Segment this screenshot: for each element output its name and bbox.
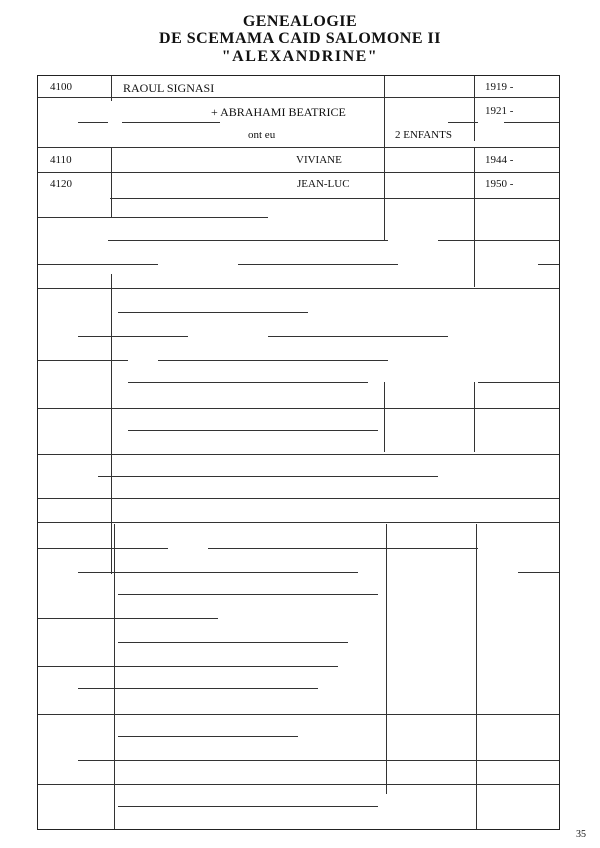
row-divider (38, 97, 559, 98)
column-divider (384, 382, 385, 452)
row-divider (38, 264, 158, 265)
row-divider (38, 784, 559, 785)
entry-id: 4100 (50, 81, 72, 93)
genealogy-table (37, 75, 560, 830)
page-family-name: "ALEXANDRINE" (221, 48, 379, 65)
row-divider (38, 408, 559, 409)
page-number: 35 (576, 829, 586, 840)
entry-year: 1950 - (485, 178, 514, 190)
entry-id: 4110 (50, 154, 72, 166)
spouse-name: + ABRAHAMI BEATRICE (211, 105, 346, 119)
row-divider (122, 122, 220, 123)
column-divider (386, 524, 387, 794)
row-divider (108, 240, 388, 241)
row-divider (118, 312, 308, 313)
column-divider (384, 76, 385, 241)
row-divider (78, 760, 559, 761)
entry-id: 4120 (50, 178, 72, 190)
spouse-year: 1921 - (485, 105, 514, 117)
row-divider (38, 172, 559, 173)
entry-year: 1919 - (485, 81, 514, 93)
row-divider (118, 806, 378, 807)
row-divider (518, 572, 559, 573)
children-label: ont eu (248, 129, 276, 141)
row-divider (110, 198, 559, 199)
column-divider (476, 524, 477, 829)
row-divider (128, 430, 378, 431)
row-divider (78, 572, 358, 573)
row-divider (238, 264, 398, 265)
row-divider (38, 498, 559, 499)
row-divider (438, 240, 559, 241)
row-divider (78, 336, 188, 337)
row-divider (38, 714, 559, 715)
row-divider (538, 264, 559, 265)
column-divider (111, 147, 112, 217)
entry-year: 1944 - (485, 154, 514, 166)
column-divider (114, 524, 115, 829)
entry-name: VIVIANE (296, 154, 342, 166)
page-subtitle: DE SCEMAMA CAID SALOMONE II (159, 30, 441, 47)
children-count: 2 ENFANTS (395, 129, 452, 141)
row-divider (38, 522, 559, 523)
row-divider (38, 666, 338, 667)
column-divider (474, 382, 475, 452)
row-divider (38, 217, 268, 218)
row-divider (78, 122, 108, 123)
row-divider (504, 122, 559, 123)
row-divider (118, 736, 298, 737)
row-divider (38, 548, 168, 549)
row-divider (128, 382, 368, 383)
row-divider (38, 147, 559, 148)
row-divider (38, 288, 559, 289)
row-divider (208, 548, 478, 549)
entry-name: JEAN-LUC (297, 178, 350, 190)
column-divider (474, 76, 475, 141)
row-divider (158, 360, 388, 361)
row-divider (38, 618, 218, 619)
row-divider (38, 454, 559, 455)
page-title: GENEALOGIE (242, 13, 358, 30)
row-divider (268, 336, 448, 337)
row-divider (118, 594, 378, 595)
entry-name: RAOUL SIGNASI (123, 81, 215, 95)
column-divider (111, 76, 112, 101)
row-divider (98, 476, 438, 477)
row-divider (478, 382, 559, 383)
row-divider (118, 642, 348, 643)
column-divider (111, 274, 112, 574)
column-divider (474, 147, 475, 287)
row-divider (38, 360, 128, 361)
